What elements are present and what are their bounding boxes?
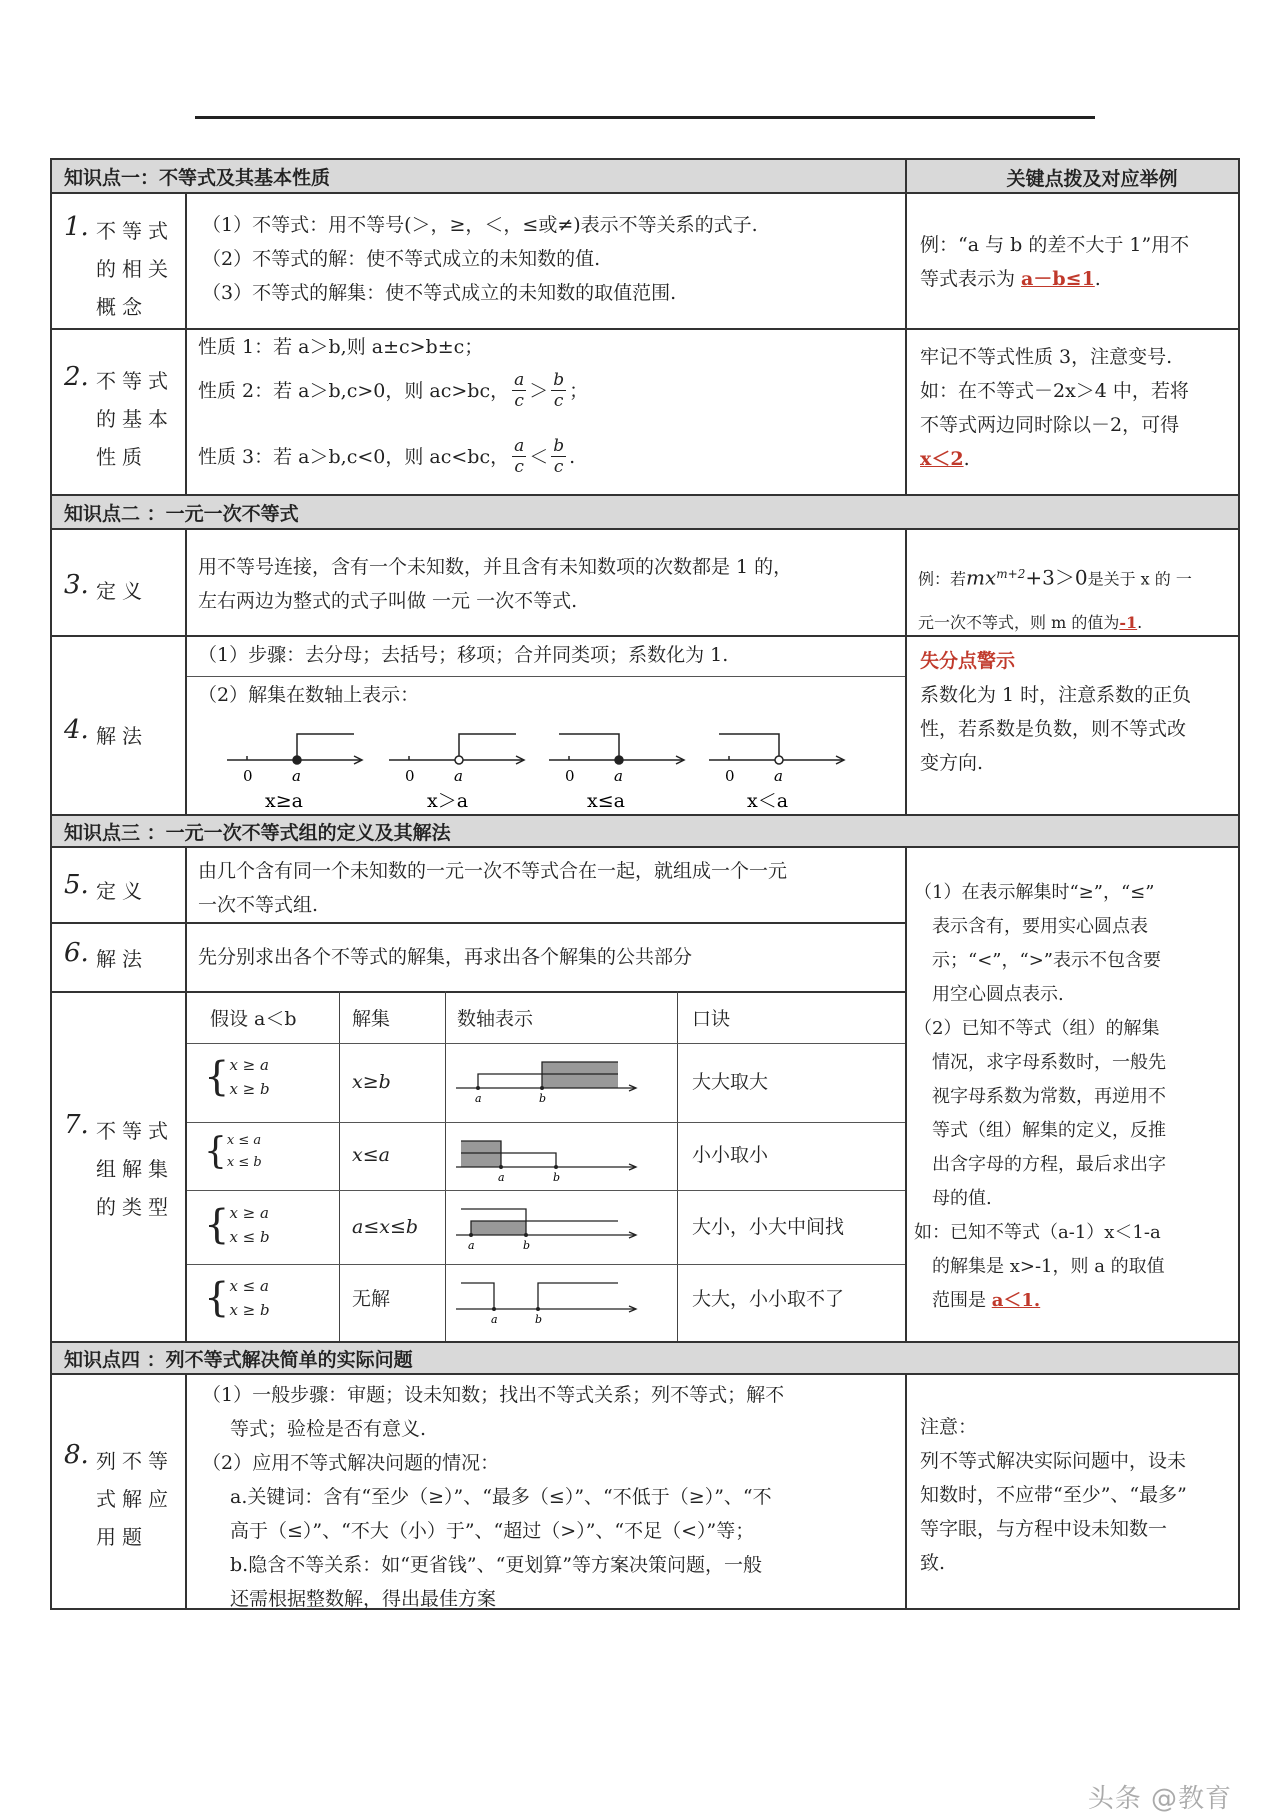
- tip-4: 失分点警示 系数化为 1 时，注意系数的正负 性，若系数是负数，则不等式改 变方向.: [920, 644, 1235, 780]
- a-label: a: [468, 1239, 475, 1252]
- zero-label: 0: [405, 767, 415, 785]
- tip-system-line: （1）在表示解集时“≥”，“≤”: [914, 882, 1155, 903]
- open-point: [775, 756, 783, 764]
- system-4: { x ≤ a x ≥ b: [204, 1275, 270, 1321]
- system-axis-4: [456, 1283, 636, 1326]
- axis-gt: [389, 734, 524, 812]
- system-axis-1: [456, 1062, 636, 1105]
- overlap-shade: [471, 1221, 526, 1235]
- property-2: 性质 2：若 a＞b,c>0，则 ac>bc， $\frac{a}{c}$ ＞ $\frac{b}{c}$ ；: [198, 370, 589, 411]
- rule-2: 小小取小: [692, 1144, 769, 1166]
- b-label: b: [535, 1313, 543, 1326]
- col-solution: 解集: [352, 1008, 391, 1030]
- open-point: [455, 756, 463, 764]
- tip-system-line: 示；“<”，“>”表示不包含要: [932, 950, 1161, 971]
- solution-3: a≤x≤b: [352, 1216, 419, 1238]
- tip-system-line: 的解集是 x>-1，则 a 的取值: [932, 1256, 1165, 1277]
- zero-label: 0: [243, 767, 253, 785]
- point-b: [540, 1086, 544, 1090]
- a-label: a: [292, 767, 301, 785]
- concept-inequality: （1）不等式：用不等号(＞，≥，＜，≤或≠)表示不等关系的式子.: [202, 214, 758, 236]
- system-axis-2: [456, 1141, 636, 1184]
- solid-point: [293, 756, 301, 764]
- item-label-4: 解法: [96, 724, 148, 748]
- solution-steps: （1）步骤：去分母；去括号；移项；合并同类项；系数化为 1.: [198, 644, 729, 666]
- zero-label: 0: [565, 767, 575, 785]
- point-b: [536, 1307, 540, 1311]
- item-label-3: 定义: [96, 579, 148, 603]
- solution-2: x≤a: [352, 1144, 390, 1166]
- item-number-3: 3.: [64, 570, 89, 600]
- col-axis: 数轴表示: [457, 1008, 534, 1030]
- bracket-a: [461, 1283, 494, 1309]
- knowledge-table: [50, 158, 1240, 1610]
- section-header-3: 知识点三 ：一元一次不等式组的定义及其解法: [52, 814, 1238, 848]
- item-label-6: 解法: [96, 947, 148, 971]
- tip-system-lines: [914, 876, 1236, 1284]
- col-assume: 假设 a＜b: [210, 1008, 297, 1030]
- tip-system-line: 出含字母的方程，最后求出字: [932, 1154, 1166, 1175]
- point-a: [492, 1307, 496, 1311]
- item-number-1: 1.: [64, 212, 89, 242]
- concept-solution: （2）不等式的解：使不等式成立的未知数的值.: [202, 248, 601, 270]
- axis-lt: [709, 734, 844, 812]
- answer-2: x＜2: [920, 448, 964, 470]
- zero-label: 0: [725, 767, 735, 785]
- tip-system-line: 视字母系数为常数，再逆用不: [932, 1086, 1166, 1107]
- item-number-2: 2.: [64, 362, 89, 392]
- axis-caption: x＞a: [427, 790, 469, 812]
- tip-system-line: 等式（组）解集的定义，反推: [932, 1120, 1166, 1141]
- tip-system-line: 母的值.: [932, 1188, 992, 1209]
- solution-bracket: [459, 734, 516, 760]
- solution-bracket: [297, 734, 354, 760]
- item-label-2: 不等式 的基本 性质: [96, 369, 174, 469]
- point-a: [469, 1233, 473, 1237]
- axis-title: （2）解集在数轴上表示：: [198, 684, 420, 706]
- item-label-1: 不等式 的相关 概念: [96, 219, 174, 319]
- item-number-7: 7.: [64, 1110, 89, 1140]
- axis-le: [549, 734, 684, 812]
- definition-text: 用不等号连接，含有一个未知数，并且含有未知数项的次数都是 1 的， 左右两边为整式的式子叫做 一元 一次不等式.: [198, 556, 793, 612]
- solution-bracket: [719, 734, 779, 760]
- overlap-shade: [461, 1141, 501, 1167]
- point-a: [499, 1165, 503, 1169]
- item-label-8: 列不等 式解应 用题: [96, 1449, 174, 1549]
- tips-column-title: 关键点拨及对应举例: [1006, 168, 1178, 190]
- concept-solution-set: （3）不等式的解集：使不等式成立的未知数的取值范围.: [202, 282, 677, 304]
- a-label: a: [454, 767, 463, 785]
- a-label: a: [475, 1092, 482, 1105]
- b-label: b: [539, 1092, 547, 1105]
- item-label-5: 定义: [96, 879, 148, 903]
- point-b: [554, 1165, 558, 1169]
- number-line-diagrams: [187, 708, 903, 814]
- solution-1: x≥b: [352, 1071, 391, 1093]
- item-number-6: 6.: [64, 938, 89, 968]
- item-number-5: 5.: [64, 870, 89, 900]
- system-definition: 由几个含有同一个未知数的一元一次不等式合在一起，就组成一个一元 一次不等式组.: [198, 860, 788, 916]
- solid-point: [615, 756, 623, 764]
- top-rule: [195, 116, 1095, 119]
- col-rule: 口诀: [692, 1008, 731, 1030]
- property-1: 性质 1：若 a＞b,则 a±c>b±c；: [198, 336, 484, 358]
- tip-2: 牢记不等式性质 3，注意变号. 如：在不等式－2x＞4 中，若将 不等式两边同时除以－2，可得 x＜2.: [920, 346, 1189, 470]
- point-a: [476, 1086, 480, 1090]
- axis-ge: [227, 734, 362, 812]
- warning-title: 失分点警示: [920, 650, 1016, 672]
- property-3: 性质 3：若 a＞b,c<0，则 ac<bc， $\frac{a}{c}$ ＜ $\frac{b}{c}$ .: [198, 436, 576, 477]
- concept-list: [202, 208, 902, 310]
- system-method: 先分别求出各个不等式的解集，再求出各个解集的公共部分: [198, 946, 693, 968]
- item-number-4: 4.: [64, 715, 89, 745]
- solution-bracket: [559, 734, 619, 760]
- section-title-1: 知识点一：不等式及其基本性质: [64, 166, 331, 189]
- rule-4: 大大，小小取不了: [692, 1288, 845, 1310]
- axis-caption: x＜a: [747, 790, 789, 812]
- a-label: a: [774, 767, 783, 785]
- item-label-7: 不等式 组解集 的类型: [96, 1119, 174, 1219]
- solution-4: 无解: [352, 1288, 391, 1310]
- a-label: a: [491, 1313, 498, 1326]
- tip-system-line: 情况，求字母系数时，一般先: [932, 1052, 1166, 1073]
- tip-8: 注意： 列不等式解决实际问题中，设未 知数时，不应带“至少”、“最多” 等字眼，与方程中设未知数一 致.: [920, 1416, 1187, 1574]
- b-label: b: [553, 1171, 561, 1184]
- overlap-shade: [542, 1062, 618, 1088]
- answer-system: a＜1.: [991, 1290, 1041, 1311]
- tip-system-line: （2）已知不等式（组）的解集: [914, 1018, 1160, 1039]
- item-number-8: 8.: [64, 1440, 89, 1470]
- system-1: { x ≥ a x ≥ b: [204, 1054, 270, 1100]
- system-axis-3: [456, 1209, 636, 1252]
- application-steps: （1）一般步骤：审题；设未知数；找出不等式关系；列不等式；解不 等式；验检是否有意义. （2）应用不等式解决问题的情况： a.关键词：含有“至少（≥）”、“最多（≤）”、“不低于（≥）”、“不 高于（≤）”、“不大（小）于”、“超过（>）”、“不足（<）”等； b.隐含不等关系：如“更省钱”、“更划算”等方案决策问题，一般 还需根据整数解，得出最佳方案: [202, 1384, 785, 1610]
- system-axis-diagrams: [446, 1044, 677, 1340]
- a-label: a: [614, 767, 623, 785]
- tip-system-line: 表示含有，要用实心圆点表: [932, 916, 1148, 937]
- bracket-b: [538, 1283, 618, 1309]
- system-3: { x ≥ a x ≤ b: [204, 1202, 270, 1248]
- tip-system-line: 如：已知不等式（a-1）x＜1-a: [914, 1222, 1161, 1243]
- system-2: { x ≤ a x ≤ b: [204, 1131, 262, 1172]
- axis-caption: x≥a: [265, 790, 303, 812]
- b-label: b: [523, 1239, 531, 1252]
- tip-system-line: 用空心圆点表示.: [932, 984, 1064, 1005]
- tip-3: 例：若$mx^{m+2}+3>0$是关于 x 的 一 元一次不等式，则 m 的值为-1.: [918, 565, 1192, 633]
- axis-caption: x≤a: [587, 790, 625, 812]
- watermark: 头条 @教育: [1087, 1784, 1232, 1814]
- rule-3: 大小，小大中间找: [692, 1216, 845, 1238]
- answer-1: a－b≤1: [1021, 268, 1095, 290]
- tip-1: 例：“a 与 b 的差不大于 1”用不 等式表示为 a－b≤1.: [920, 234, 1190, 290]
- point-b: [524, 1233, 528, 1237]
- rule-1: 大大取大: [692, 1071, 769, 1093]
- answer-3: -1: [1119, 613, 1138, 633]
- tip-system: （1）在表示解集时“≥”，“≤” 表示含有，要用实心圆点表 示；“<”，“>”表示不包含要 用空心圆点表示. （2）已知不等式（组）的解集 情况，求字母系数时，一般先 视字母系数为常数，再逆用不 等式（组）解集的定义，反推 出含字母的方程，最后求出字 母的值. 如：已知不等式（a-1）x＜1-a 的解集是 x>-1，则 a 的取值 范围是 a＜1.: [914, 876, 1236, 1318]
- section-header-2: 知识点二 ：一元一次不等式: [52, 494, 1238, 530]
- a-label: a: [498, 1171, 505, 1184]
- section-header-4: 知识点四 ：列不等式解决简单的实际问题: [52, 1341, 1238, 1375]
